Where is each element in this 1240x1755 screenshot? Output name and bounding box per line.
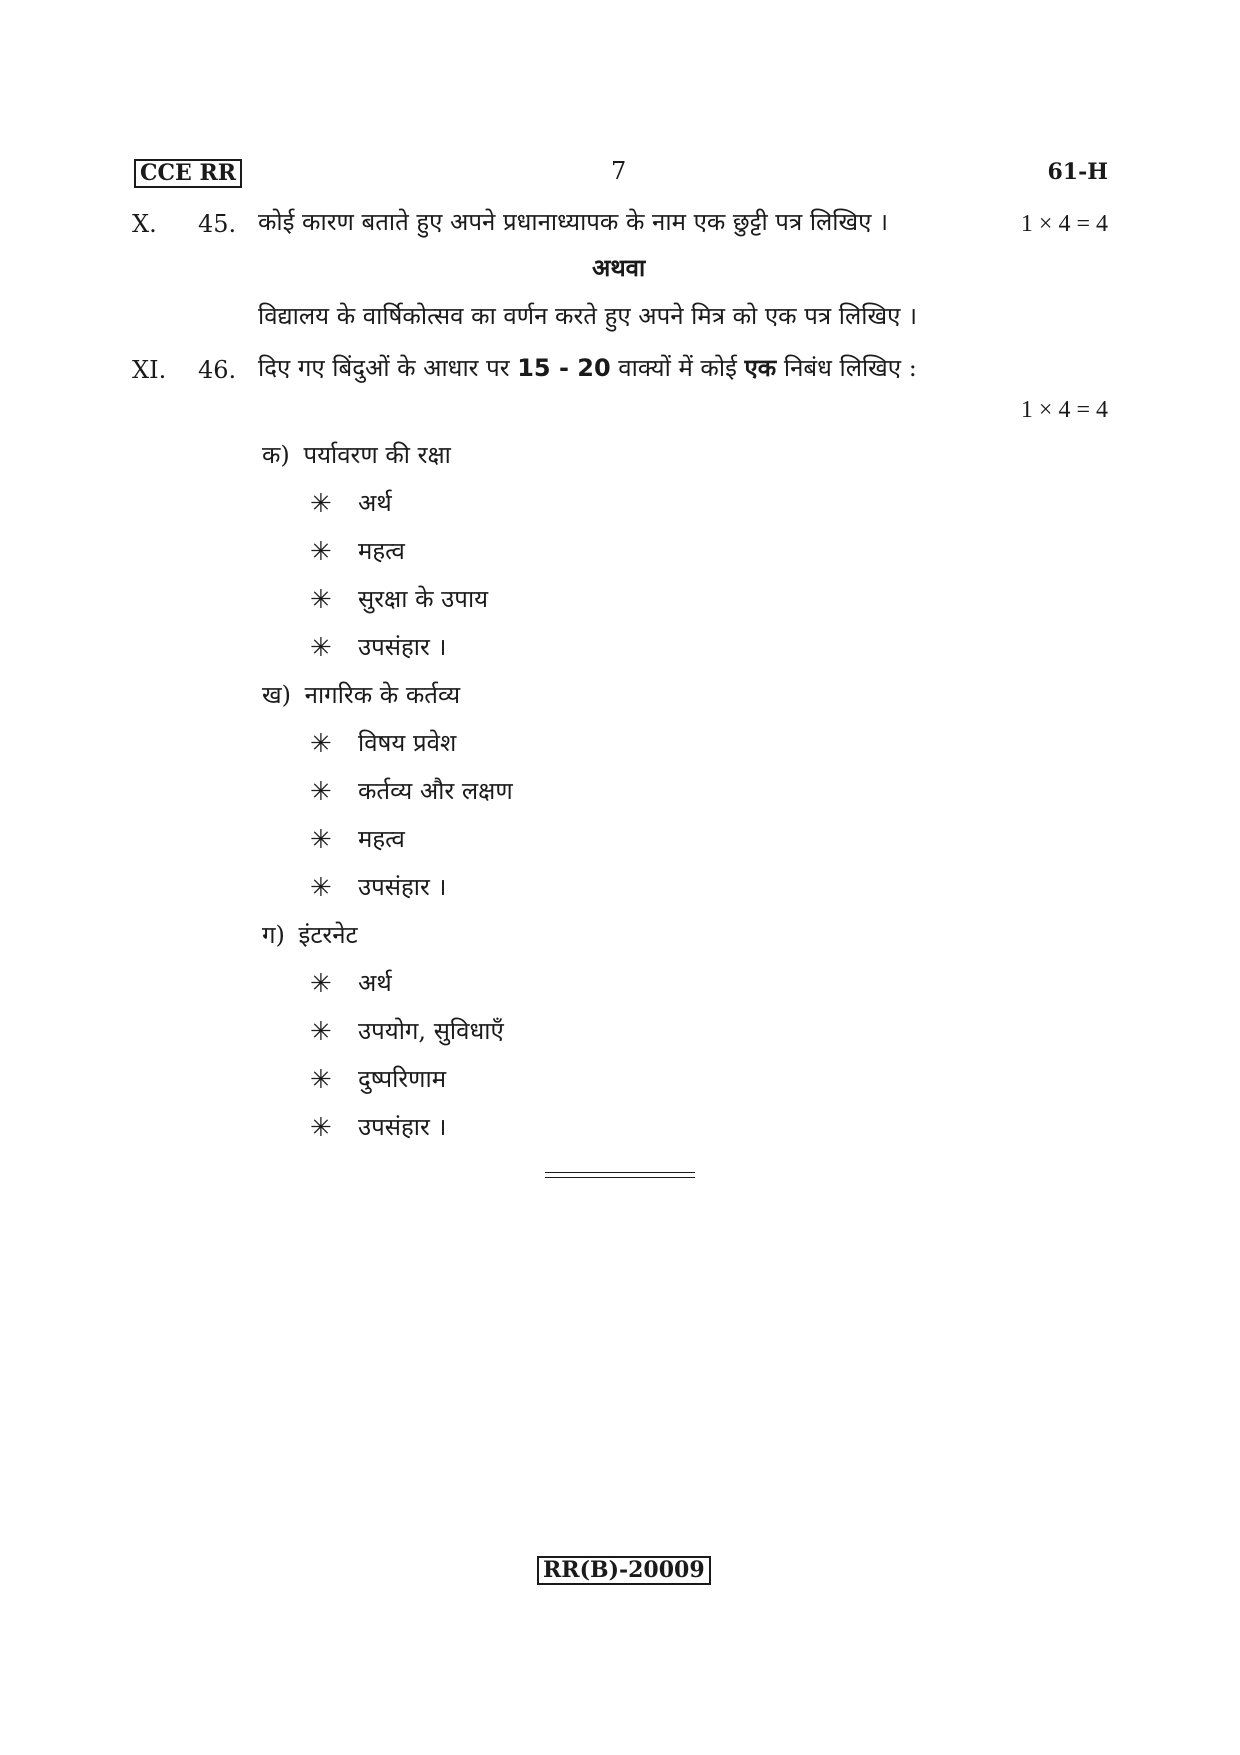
topic-2-point-1: विषय प्रवेश: [358, 729, 457, 757]
asterisk-bullet-icon: ✳: [310, 633, 332, 663]
q46-text-one: एक: [744, 353, 777, 382]
asterisk-bullet-icon: ✳: [310, 489, 332, 519]
question-46-marks: 1 × 4 = 4: [1020, 397, 1108, 423]
topic-3-point-4: उपसंहार ।: [358, 1113, 447, 1141]
asterisk-bullet-icon: ✳: [310, 585, 332, 615]
q46-text-part1: दिए गए बिंदुओं के आधार पर: [258, 354, 518, 382]
section-label-x: X.: [132, 210, 157, 238]
question-number-46: 46.: [198, 356, 237, 384]
asterisk-bullet-icon: ✳: [310, 729, 332, 759]
q46-text-part2: वाक्यों में कोई: [610, 354, 745, 382]
topic-1-heading: [262, 441, 451, 470]
question-45-alt-text: विद्यालय के वार्षिकोत्सव का वर्णन करते हुए अपने मित्र को एक पत्र लिखिए ।: [258, 302, 918, 330]
q46-sentence-range: 15 - 20: [517, 354, 611, 382]
asterisk-bullet-icon: ✳: [310, 537, 332, 567]
topic-1-point-1: अर्थ: [358, 489, 392, 517]
topic-3-point-1: अर्थ: [358, 969, 392, 997]
topic-1-point-4: उपसंहार ।: [358, 633, 447, 661]
question-46-text: [258, 354, 917, 383]
paper-code: 61-H: [1047, 159, 1108, 185]
question-number-45: 45.: [198, 210, 237, 238]
or-label: अथवा: [592, 253, 646, 282]
asterisk-bullet-icon: ✳: [310, 1017, 332, 1047]
q46-text-part3: निबंध लिखिए :: [776, 354, 917, 382]
footer-code-box: RR(B)-20009: [537, 1556, 711, 1585]
topic-2-title: नागरिक के कर्तव्य: [304, 681, 461, 709]
topic-1-title: पर्यावरण की रक्षा: [303, 441, 451, 469]
question-45-text: कोई कारण बताते हुए अपने प्रधानाध्यापक के नाम एक छुट्टी पत्र लिखिए ।: [258, 208, 889, 236]
topic-2-point-2: कर्तव्य और लक्षण: [358, 777, 513, 805]
topic-3-point-3: दुष्परिणाम: [358, 1065, 447, 1093]
topic-2-point-3: महत्व: [358, 825, 405, 853]
topic-3-label: ग): [262, 921, 285, 949]
section-label-xi: XI.: [132, 356, 167, 384]
topic-3-title: इंटरनेट: [298, 921, 358, 949]
topic-3-heading: [262, 921, 358, 950]
end-double-rule: [545, 1172, 695, 1178]
topic-1-point-2: महत्व: [358, 537, 405, 565]
exam-code-box: CCE RR: [134, 159, 242, 188]
asterisk-bullet-icon: ✳: [310, 1065, 332, 1095]
topic-3-point-2: उपयोग, सुविधाएँ: [358, 1017, 504, 1045]
topic-2-heading: [262, 681, 460, 710]
asterisk-bullet-icon: ✳: [310, 777, 332, 807]
topic-1-label: क): [262, 441, 290, 469]
asterisk-bullet-icon: ✳: [310, 1113, 332, 1143]
topic-2-point-4: उपसंहार ।: [358, 873, 447, 901]
topic-2-label: ख): [262, 681, 291, 709]
question-45-marks: 1 × 4 = 4: [1020, 211, 1108, 237]
asterisk-bullet-icon: ✳: [310, 969, 332, 999]
asterisk-bullet-icon: ✳: [310, 825, 332, 855]
page-number: 7: [611, 157, 627, 185]
asterisk-bullet-icon: ✳: [310, 873, 332, 903]
topic-1-point-3: सुरक्षा के उपाय: [358, 585, 489, 613]
